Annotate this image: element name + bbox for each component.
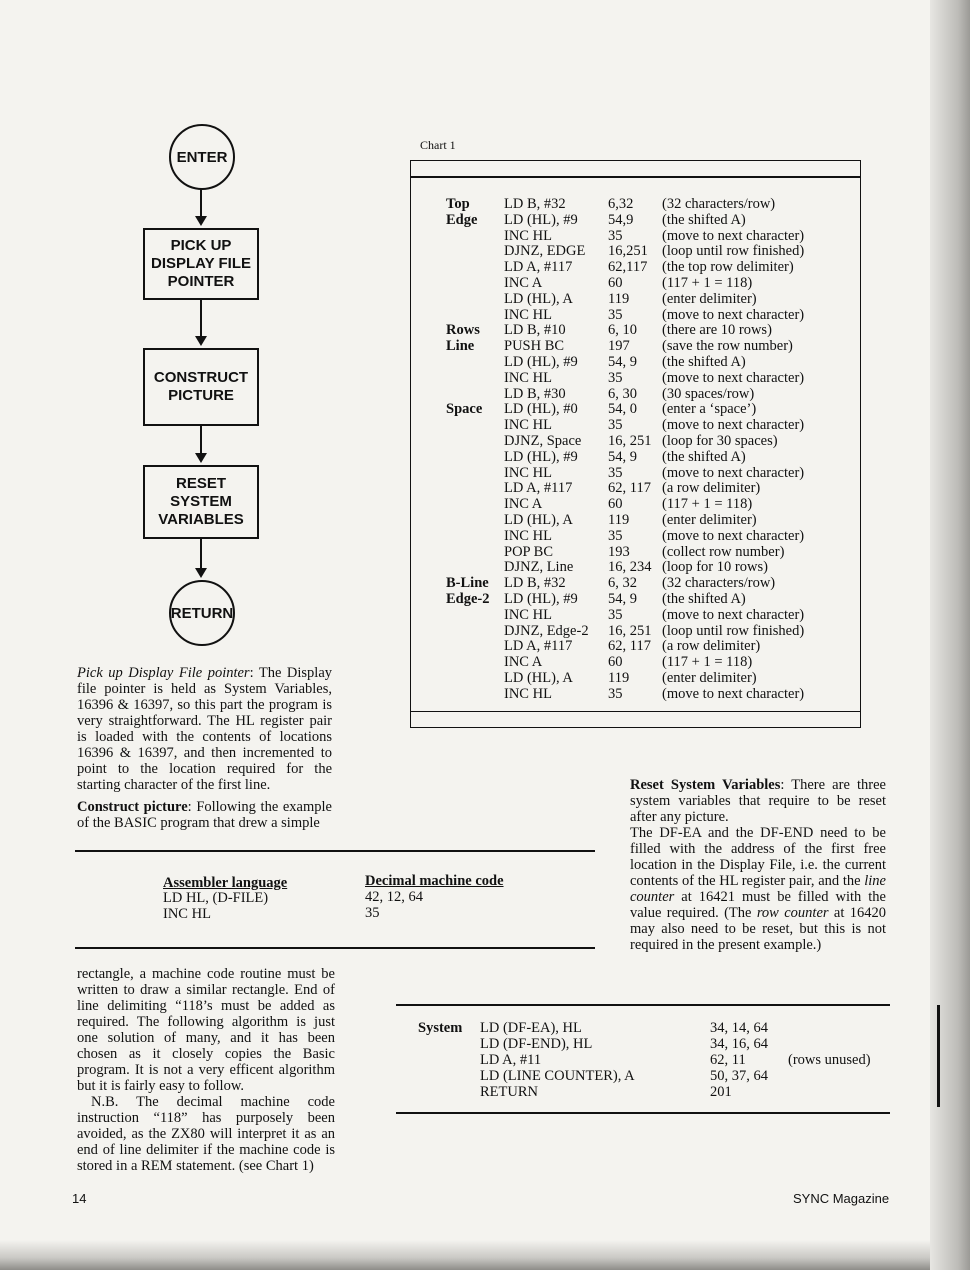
assembler-instruction: DJNZ, Line [504, 559, 574, 576]
assembler-instruction: INC HL [504, 685, 552, 702]
code-comment: (move to next character) [662, 227, 805, 244]
decimal-code: 54, 9 [608, 353, 637, 370]
assembler-instruction: DJNZ, Space [504, 432, 582, 449]
assembler-instruction: LD (HL), #9 [504, 211, 578, 228]
assembler-instruction: PUSH BC [504, 338, 565, 355]
row-counter-term: row counter [756, 905, 829, 921]
code-comment: (the shifted A) [662, 353, 746, 370]
assembler-instruction: POP BC [504, 543, 554, 560]
code-comment: (30 spaces/row) [662, 385, 755, 402]
flowchart-return [169, 580, 235, 646]
decimal-code: 119 [608, 290, 630, 307]
code-comment: (there are 10 rows) [662, 322, 772, 339]
line-counter-term: line counter [630, 873, 886, 905]
pickup-heading: Pick up Display File pointer [77, 665, 250, 681]
code-comment: (move to next character) [662, 417, 805, 434]
assembler-instruction: DJNZ, Edge-2 [504, 622, 589, 639]
assembler-instruction: RETURN [480, 1084, 538, 1100]
decimal-code: 60 [608, 654, 623, 671]
reset-intro: : There are three system variables that require to be reset after any picture. [630, 777, 886, 825]
code-comment: (the shifted A) [662, 211, 746, 228]
code-comment: (loop until row finished) [662, 622, 805, 639]
chart-inner-rule [411, 711, 860, 713]
decimal-code: 35 [608, 417, 623, 434]
decimal-code: 35 [608, 685, 623, 702]
rectangle-paragraph: rectangle, a machine code routine must be written to draw a similar rectangle. End of line delimiting “118’s must be added as required. The following algorithm is just one solution of many, and it has been chosen as it closely copies the Basic program. It is not a very efficent algorithm but it is fairly easy to follow. [77, 966, 335, 1094]
decimal-code: 50, 37, 64 [710, 1068, 768, 1084]
routine-label: Top [446, 196, 470, 212]
left-column-bottom [77, 966, 335, 1174]
code-comment: (move to next character) [662, 685, 805, 702]
reset-body-text: at 16421 must be filled with the value required. (The [630, 889, 886, 921]
decimal-code: 193 [608, 543, 630, 560]
code-comment: (32 characters/row) [662, 575, 776, 592]
code-comment: (117 + 1 = 118) [662, 496, 753, 513]
routine-label: Rows [446, 322, 480, 339]
assembler-instruction: INC HL [504, 527, 552, 544]
decimal-code: 35 [608, 306, 623, 323]
flowchart-step-pickup-label: PICK UP DISPLAY FILE POINTER [150, 237, 252, 290]
assembler-instruction: INC HL [504, 306, 552, 323]
assembler-instruction: LD B, #32 [504, 575, 566, 592]
reset-heading: Reset System Variables [630, 777, 781, 793]
routine-label: Edge [446, 211, 478, 228]
decimal-code: 119 [608, 669, 630, 686]
assembler-line: LD HL, (D-FILE) [163, 890, 269, 906]
decimal-code: 197 [608, 338, 630, 355]
code-comment: (move to next character) [662, 306, 805, 323]
asm-bottom-rule [75, 947, 595, 949]
code-comment: (the shifted A) [662, 590, 746, 607]
flowchart-return-label: RETURN [170, 604, 234, 622]
assembler-instruction: LD B, #30 [504, 385, 566, 402]
assembler-instruction: INC HL [504, 369, 552, 386]
code-comment: (enter a ‘space’) [662, 401, 757, 418]
page-number: 14 [72, 1191, 87, 1206]
decimal-code: 54,9 [608, 211, 634, 228]
flowchart-connector [200, 299, 202, 336]
decimal-code: 6, 32 [608, 575, 637, 592]
flowchart-step-construct [143, 348, 259, 426]
assembler-instruction: LD B, #32 [504, 196, 566, 212]
assembler-instruction: LD (DF-EA), HL [480, 1020, 582, 1036]
decimal-code: 34, 16, 64 [710, 1036, 768, 1052]
decimal-code: 54, 9 [608, 590, 637, 607]
code-comment: (loop for 30 spaces) [662, 432, 778, 449]
flowchart-enter-label: ENTER [176, 148, 228, 166]
assembler-instruction: INC HL [504, 464, 552, 481]
code-comment: (loop for 10 rows) [662, 559, 768, 576]
assembler-instruction: LD A, #117 [504, 480, 573, 497]
assembler-instruction: INC A [504, 496, 543, 513]
code-comment: (the shifted A) [662, 448, 746, 465]
nb-paragraph: N.B. The decimal machine code instruction “118” has purposely been avoided, as the ZX80 will interpret it as an end of line delimiter if the machine code is stored in a REM statement. (see Chart 1) [77, 1094, 335, 1174]
routine-label: Space [446, 401, 483, 418]
code-comment: (rows unused) [788, 1052, 871, 1068]
decimal-code: 60 [608, 496, 623, 513]
construct-body: : Following the example of the BASIC program that drew a simple [77, 799, 332, 831]
assembler-instruction: INC HL [504, 227, 552, 244]
assembler-instruction: DJNZ, EDGE [504, 243, 586, 260]
assembler-instruction: INC A [504, 654, 543, 671]
code-comment: (enter delimiter) [662, 511, 757, 528]
assembler-instruction: LD (HL), #9 [504, 353, 578, 370]
routine-label: B-Line [446, 575, 489, 592]
chart-inner-rule [411, 176, 860, 178]
flowchart-enter [169, 124, 235, 190]
flowchart-arrow [195, 568, 207, 578]
flowchart-step-reset [143, 465, 259, 539]
decimal-line: 42, 12, 64 [365, 889, 423, 905]
routine-label: System [418, 1020, 463, 1036]
system-bottom-rule [396, 1112, 890, 1114]
decimal-code: 6, 10 [608, 322, 637, 339]
code-comment: (move to next character) [662, 527, 805, 544]
decimal-code: 16,251 [608, 243, 648, 260]
flowchart-arrow [195, 216, 207, 226]
code-comment: (the top row delimiter) [662, 259, 794, 276]
assembler-instruction: LD (LINE COUNTER), A [480, 1068, 635, 1084]
assembler-instruction: LD A, #117 [504, 259, 573, 276]
routine-label: Line [446, 338, 475, 355]
decimal-code: 119 [608, 511, 630, 528]
flowchart-connector [200, 188, 202, 217]
assembler-instruction: LD (HL), A [504, 669, 573, 686]
code-comment: (a row delimiter) [662, 638, 761, 655]
decimal-code: 60 [608, 274, 623, 291]
assembler-instruction: LD (DF-END), HL [480, 1036, 593, 1052]
assembler-instruction: LD (HL), #9 [504, 590, 578, 607]
margin-mark [937, 1005, 940, 1107]
code-comment: (enter delimiter) [662, 669, 757, 686]
decimal-code: 16, 234 [608, 559, 652, 576]
code-comment: (move to next character) [662, 464, 805, 481]
reset-body-text: The DF-EA and the DF-END need to be filled with the address of the first free location in the Display File, i.e. the current contents of the HL register pair, and the [630, 825, 886, 889]
assembler-instruction: LD (HL), A [504, 511, 573, 528]
construct-heading: Construct picture [77, 799, 188, 815]
magazine-name: SYNC Magazine [793, 1191, 890, 1206]
decimal-code: 35 [608, 369, 623, 386]
flowchart-arrow [195, 453, 207, 463]
code-comment: (collect row number) [662, 543, 785, 560]
decimal-code: 6, 30 [608, 385, 637, 402]
assembler-heading: Assembler language [163, 875, 288, 891]
reset-body-text: at 16420 may also need to be reset, but this is not required in the present example.) [630, 905, 886, 953]
page-edge-shadow [930, 0, 970, 1270]
decimal-heading: Decimal machine code [365, 873, 504, 889]
decimal-code: 62, 117 [608, 480, 651, 497]
code-comment: (117 + 1 = 118) [662, 654, 753, 671]
code-comment: (enter delimiter) [662, 290, 757, 307]
assembler-instruction: INC A [504, 274, 543, 291]
decimal-code: 201 [710, 1084, 732, 1100]
flowchart-connector [200, 538, 202, 570]
asm-top-rule [75, 850, 595, 852]
code-comment: (loop until row finished) [662, 243, 805, 260]
code-comment: (32 characters/row) [662, 196, 776, 212]
flowchart-step-pickup [143, 228, 259, 300]
code-comment: (move to next character) [662, 369, 805, 386]
code-comment: (117 + 1 = 118) [662, 274, 753, 291]
decimal-code: 62, 11 [710, 1052, 746, 1068]
assembler-instruction: LD A, #11 [480, 1052, 542, 1068]
decimal-code: 16, 251 [608, 432, 652, 449]
decimal-code: 35 [608, 606, 623, 623]
assembler-instruction: LD B, #10 [504, 322, 566, 339]
decimal-code: 34, 14, 64 [710, 1020, 768, 1036]
decimal-code: 16, 251 [608, 622, 652, 639]
flowchart-arrow [195, 336, 207, 346]
code-comment: (a row delimiter) [662, 480, 761, 497]
assembler-instruction: LD A, #117 [504, 638, 573, 655]
decimal-code: 6,32 [608, 196, 634, 212]
code-comment: (save the row number) [662, 338, 793, 355]
pickup-body: : The Display file pointer is held as System Variables, 16396 & 16397, so this part the program is very straightforward. The HL register pair is loaded with the contents of locations 16396 & 16397, and then incremented to point to the location required for the starting character of the first line. [77, 665, 333, 793]
assembler-instruction: INC HL [504, 417, 552, 434]
left-column-top [77, 665, 332, 831]
page-bottom-shadow [0, 1240, 930, 1270]
decimal-code: 35 [608, 227, 623, 244]
code-comment: (move to next character) [662, 606, 805, 623]
decimal-code: 62, 117 [608, 638, 651, 655]
assembler-line: INC HL [163, 906, 211, 922]
decimal-code: 62,117 [608, 259, 648, 276]
decimal-line: 35 [365, 905, 380, 921]
flowchart-step-reset-label: RESET SYSTEM VARIABLES [158, 475, 244, 528]
flowchart-step-construct-label: CONSTRUCT PICTURE [153, 369, 249, 404]
assembler-instruction: INC HL [504, 606, 552, 623]
flowchart-connector [200, 425, 202, 454]
chart-title: Chart 1 [420, 138, 456, 152]
assembler-instruction: LD (HL), #9 [504, 448, 578, 465]
assembler-instruction: LD (HL), #0 [504, 401, 578, 418]
reset-section [630, 777, 886, 953]
system-top-rule [396, 1004, 890, 1006]
assembler-instruction: LD (HL), A [504, 290, 573, 307]
decimal-code: 35 [608, 464, 623, 481]
routine-label: Edge-2 [446, 590, 490, 607]
decimal-code: 35 [608, 527, 623, 544]
decimal-code: 54, 0 [608, 401, 637, 418]
decimal-code: 54, 9 [608, 448, 637, 465]
